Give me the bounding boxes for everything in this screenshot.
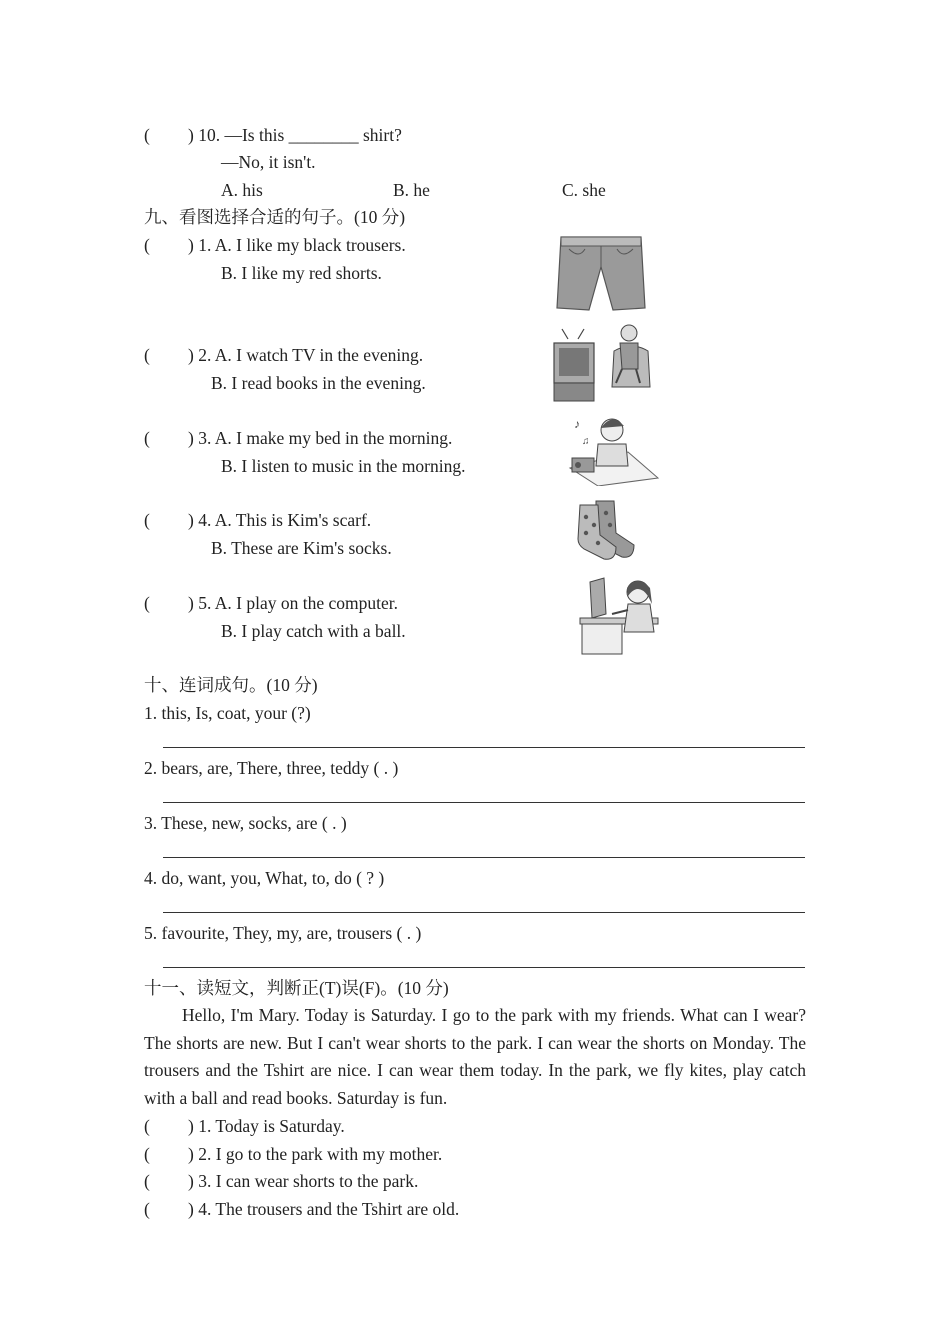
s10-item5: 5. favourite, They, my, are, trousers ( . ) (144, 923, 422, 943)
s9-item5-b: B. I play catch with a ball. (221, 621, 406, 641)
s9-item4-a: ( ) 4. A. This is Kim's scarf. (144, 510, 372, 530)
s10-item4: 4. do, want, you, What, to, do ( ? ) (144, 868, 385, 888)
s9-item3-a: ( ) 3. A. I make my bed in the morning. (144, 428, 453, 448)
socks-picture (572, 497, 638, 563)
s10-item3: 3. These, new, socks, are ( . ) (144, 813, 347, 833)
s9-item4-b: B. These are Kim's socks. (211, 538, 392, 558)
s9-item1-a: ( ) 1. A. I like my black trousers. (144, 235, 406, 255)
answer-line-1[interactable] (163, 747, 805, 748)
answer-line-3[interactable] (163, 857, 805, 858)
s11-item1: ( ) 1. Today is Saturday. (144, 1116, 345, 1136)
q10-option-b: B. he (393, 180, 430, 200)
s9-item5-a: ( ) 5. A. I play on the computer. (144, 593, 398, 613)
s11-item2: ( ) 2. I go to the park with my mother. (144, 1144, 443, 1164)
s10-item2: 2. bears, are, There, three, teddy ( . ) (144, 758, 399, 778)
tv-boy-picture (552, 321, 654, 403)
q10-option-a: A. his (221, 180, 263, 200)
section10-title: 十、连词成句。(10 分) (144, 675, 318, 695)
reading-passage: Hello, I'm Mary. Today is Saturday. I go to the park with my friends. What can I wear? The shorts are new. But I can't wear shorts to the park. I can wear the shorts on Monday. The trousers and the Tshirt are nice. I can wear them today. In the park, we fly kites, play catch with a ball and read books. Saturday is fun. (144, 1005, 806, 1108)
answer-line-5[interactable] (163, 967, 805, 968)
svg-text:♫: ♫ (582, 436, 590, 447)
s9-item1-b: B. I like my red shorts. (221, 263, 382, 283)
s11-item3: ( ) 3. I can wear shorts to the park. (144, 1171, 419, 1191)
s9-item3-b: B. I listen to music in the morning. (221, 456, 466, 476)
section9-title: 九、看图选择合适的句子。(10 分) (144, 207, 406, 227)
section11-title: 十一、读短文，判断正(T)误(F)。(10 分) (144, 978, 449, 998)
answer-line-2[interactable] (163, 802, 805, 803)
shorts-picture (555, 233, 647, 313)
s9-item2-a: ( ) 2. A. I watch TV in the evening. (144, 345, 424, 365)
answer-line-4[interactable] (163, 912, 805, 913)
girl-computer-picture (578, 574, 660, 656)
s10-item1: 1. this, Is, coat, your (?) (144, 703, 311, 723)
svg-text:♪: ♪ (574, 417, 580, 431)
q10-stem: ( ) 10. —Is this ________ shirt? (144, 125, 402, 145)
q10-option-c: C. she (562, 180, 606, 200)
q10-answer: —No, it isn't. (221, 152, 316, 172)
s9-item2-b: B. I read books in the evening. (211, 373, 426, 393)
girl-music-picture (568, 408, 660, 486)
s11-item4: ( ) 4. The trousers and the Tshirt are old. (144, 1199, 460, 1219)
